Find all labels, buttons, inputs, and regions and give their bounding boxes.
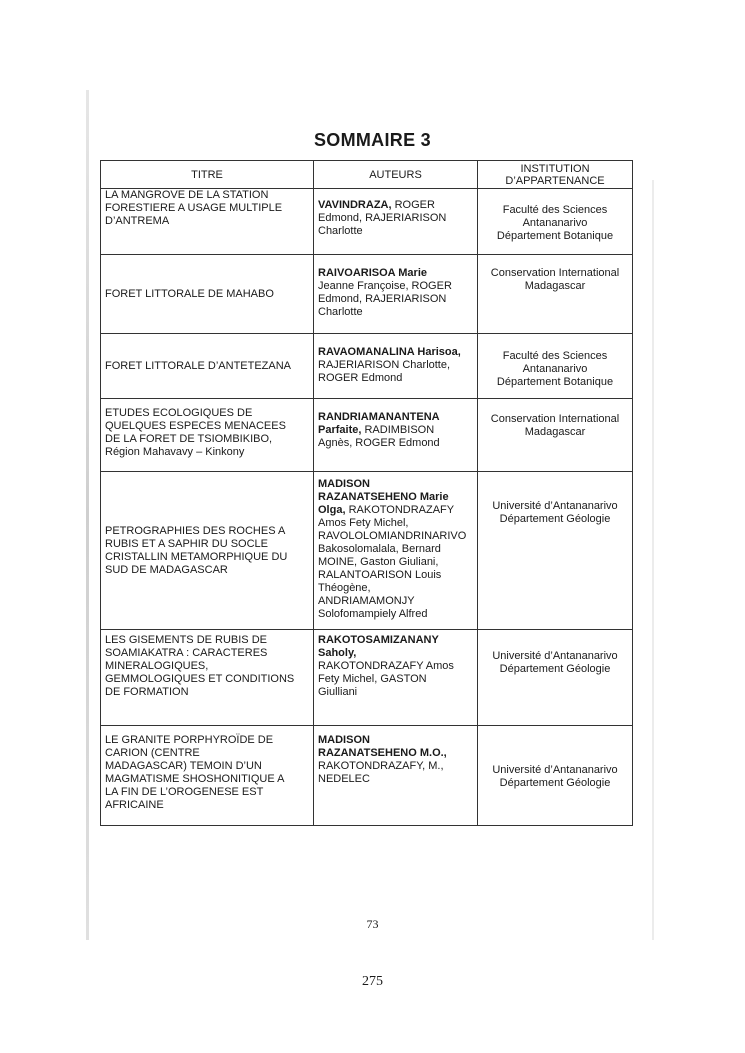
cell-titre — [101, 630, 314, 726]
table-row — [101, 399, 633, 472]
header-auteurs: AUTEURS — [314, 161, 478, 189]
auteurs-rest: RAKOTONDRAZAFY Amos Fety Michel, RAVOLOLOMIANDRINARIVO Bakosolomalala, Bernard MOINE, Gaston Giuliani, RALANTOARISON Louis Théogène, ANDRIAMAMONJY Solofomampiely Alfred — [318, 504, 467, 620]
sommaire-table — [100, 160, 633, 826]
table-row — [101, 189, 633, 255]
auteurs-rest: RAKOTONDRAZAFY, M., NEDELEC — [318, 760, 444, 785]
auteurs-lead-bold: RAVAOMANALINA Harisoa, — [318, 346, 461, 358]
cell-titre — [101, 399, 314, 472]
institution-text: Université d’Antananarivo Département Géologie — [492, 764, 618, 789]
titre-text: LA MANGROVE DE LA STATION FORESTIERE A USAGE MULTIPLE D’ANTREMA — [105, 189, 283, 227]
table-row — [101, 334, 633, 399]
auteurs-lead-bold: MADISON RAZANATSEHENO M.O., — [318, 734, 447, 759]
page-title: SOMMAIRE 3 — [313, 130, 431, 150]
table-header-row — [101, 161, 633, 189]
cell-titre — [101, 189, 314, 255]
auteurs-text — [318, 634, 454, 698]
auteurs-rest: Jeanne Françoise, ROGER Edmond, RAJERIARISON Charlotte — [318, 280, 452, 318]
auteurs-rest: RAKOTONDRAZAFY Amos Fety Michel, GASTON Giulliani — [318, 660, 454, 698]
scan-edge-left — [86, 90, 89, 940]
auteurs-lead-bold: RAIVOARISOA Marie — [318, 267, 428, 279]
cell-institution — [478, 630, 633, 726]
outer-page-number: 275 — [362, 974, 383, 989]
cell-auteurs — [314, 334, 478, 399]
institution-text: Faculté des Sciences Antananarivo Département Botanique — [496, 204, 614, 242]
cell-titre — [101, 334, 314, 399]
auteurs-lead-bold: MADISON RAZANATSEHENO Marie Olga, — [318, 478, 449, 516]
cell-institution — [478, 255, 633, 334]
institution-text: Université d’Antananarivo Département Géologie — [492, 500, 618, 525]
cell-auteurs — [314, 472, 478, 630]
header-titre: TITRE — [101, 161, 314, 189]
cell-institution — [478, 472, 633, 630]
auteurs-lead-bold: RAKOTOSAMIZANANY Saholy, — [318, 634, 439, 659]
titre-text: FORET LITTORALE D’ANTETEZANA — [105, 359, 292, 372]
cell-auteurs — [314, 399, 478, 472]
titre-text: PETROGRAPHIES DES ROCHES A RUBIS ET A SAPHIR DU SOCLE CRISTALLIN METAMORPHIQUE DU SUD DE MADAGASCAR — [105, 524, 288, 576]
inner-page-number: 73 — [366, 917, 379, 931]
cell-auteurs — [314, 255, 478, 334]
cell-titre — [101, 255, 314, 334]
auteurs-rest: RAJERIARISON Charlotte, ROGER Edmond — [318, 359, 451, 384]
institution-text: Conservation International Madagascar — [490, 267, 620, 292]
institution-text: Conservation International Madagascar — [490, 413, 620, 438]
auteurs-text — [318, 346, 461, 384]
auteurs-text — [318, 267, 452, 318]
table-row — [101, 726, 633, 826]
header-institution: INSTITUTION D’APPARTENANCE — [478, 161, 633, 189]
titre-text: ETUDES ECOLOGIQUES DE QUELQUES ESPECES MENACEES DE LA FORET DE TSIOMBIKIBO, Région Mahavavy – Kinkony — [105, 407, 286, 458]
auteurs-text — [318, 478, 466, 620]
titre-text: FORET LITTORALE DE MAHABO — [105, 287, 274, 300]
institution-text: Faculté des Sciences Antananarivo Département Botanique — [496, 350, 614, 388]
table-row — [101, 472, 633, 630]
cell-institution — [478, 334, 633, 399]
auteurs-rest: ROGER Edmond, RAJERIARISON Charlotte — [318, 199, 447, 237]
cell-institution — [478, 726, 633, 826]
cell-titre — [101, 726, 314, 826]
scan-edge-right — [652, 180, 654, 940]
cell-auteurs — [314, 726, 478, 826]
cell-institution — [478, 189, 633, 255]
cell-institution — [478, 399, 633, 472]
auteurs-text — [318, 411, 440, 449]
institution-text: Université d’Antananarivo Département Géologie — [492, 650, 618, 675]
cell-auteurs — [314, 630, 478, 726]
table-row — [101, 255, 633, 334]
auteurs-text — [318, 734, 447, 785]
titre-text: LES GISEMENTS DE RUBIS DE SOAMIAKATRA : CARACTERES MINERALOGIQUES, GEMMOLOGIQUES ET CONDITIONS DE FORMATION — [105, 634, 295, 698]
auteurs-lead-bold: VAVINDRAZA, — [318, 199, 392, 211]
auteurs-lead-bold: RANDRIAMANANTENA Parfaite, — [318, 411, 440, 436]
titre-text: LE GRANITE PORPHYROÏDE DE CARION (CENTRE MADAGASCAR) TEMOIN D’UN MAGMATISME SHOSHONITIQUE A LA FIN DE L’OROGENESE EST AFRICAINE — [105, 734, 285, 811]
cell-auteurs — [314, 189, 478, 255]
cell-titre — [101, 472, 314, 630]
auteurs-rest: RADIMBISON Agnès, ROGER Edmond — [318, 424, 440, 449]
table-row — [101, 630, 633, 726]
auteurs-text — [318, 199, 446, 237]
